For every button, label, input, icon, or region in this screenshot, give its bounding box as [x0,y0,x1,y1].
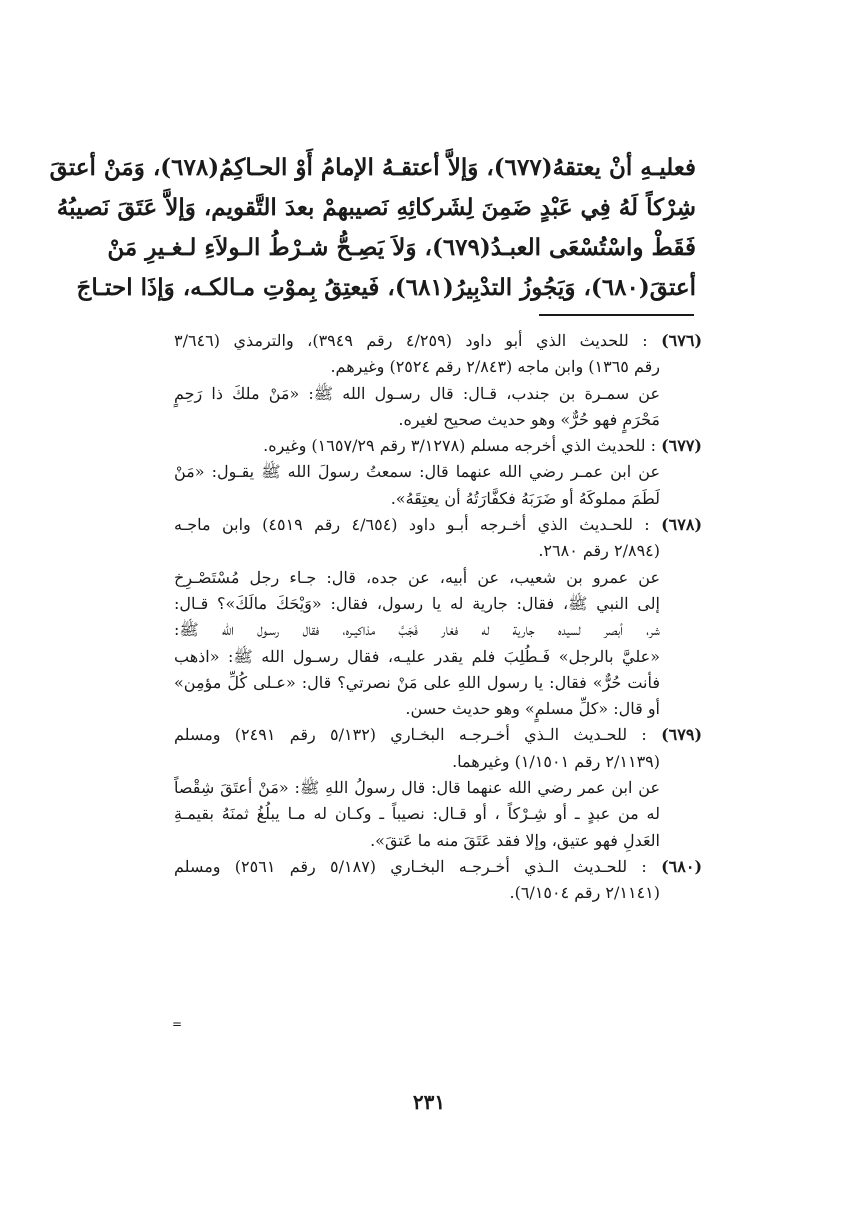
footnotes [174,328,702,907]
main-text-line: شِرْكاً لَهُ فِي عَبْدٍ ضَمِنَ لِشَركائِهِ نَصيبهمْ بعدَ التَّقويم، وَإلاَّ عَتَقَ نَصيبُهُ [56,194,696,221]
main-text-line: فعليـهِ أنْ يعتقهُ(٦٧٧)، وَإلاَّ أعتقـهُ الإمامُ أَوْ الحـاكِمُ(٦٧٨)، وَمَنْ أعتقَ [49,154,696,181]
footnote-line: (٢/١١٣٩ رقم ١/١٥٠١) وغيرهما. [452,751,660,771]
footnote-677 [174,433,702,512]
footnote-line: إلى النبي ﷺ، فقال: جارية له يا رسول، فقال: «وَيْحَكَ مالَكَ»؟ قـال: [174,593,660,613]
footnote-number: (٦٧٧) [661,436,702,456]
footnote-number: (٦٧٦) [661,331,703,350]
footnote-number: (٦٧٨) [661,515,703,535]
footnote-678 [174,512,702,722]
footnote-line: عن عمرو بن شعيب، عن أبيه، عن جده، قال: جـاء رجل مُسْتَصْـرِخ [174,567,660,587]
footnote-line: (٢/١١٤١ رقم ٦/١٥٠٤). [509,883,660,903]
footnote-line: عن سمـرة بن جندب، قـال: قال رسـول الله ﷺ: «مَنْ ملكَ ذا رَحِمٍ [174,383,660,403]
footnote-text: : للحـديث الـذي أخـرجـه البخـاري (٥/١٨٧ رقم ٢٥٦١) ومسلم [174,856,647,876]
footnote-680 [174,854,702,907]
footnote-line: مَحْرَمٍ فهو حُرٌّ» وهو حديث صحيح لغيره. [398,409,660,429]
footnote-line: عن ابن عمـر رضي الله عنهما قال: سمعتُ رسولَ الله ﷺ يقـول: «مَنْ [174,462,660,482]
footnote-line: شر، أبصر لسيده جارية له فغار فَجَبَّ مذاكيـره، فقال رسـول الله ﷺ: [174,620,660,640]
footnote-line: «عليَّ بالرجل» فَـطُلِبَ فلم يقدر عليـه، فقال رسـول الله ﷺ: «اذهب [174,646,660,666]
footnote-text: : للحديث الذي أخرجه مسلم (٣/١٢٧٨ رقم ١٦٥٧/٢٩) وغيره. [263,436,656,456]
footnote-line [174,722,702,748]
main-text-line: فَقَطْ واسْتُسْعَى العبـدُ(٦٧٩)، وَلاَ يَصِـحُّ شـرْطُ الـولاَءِ لـغـيرِ مَنْ [107,234,696,261]
footnote-line: العَدلِ فهو عتيق، وإلا فقد عَتَقَ منه ما عَتقَ». [370,830,660,850]
footnote-line: أو قال: «كلِّ مسلمٍ» وهو حديث حسن. [405,699,660,719]
footnote-text: : للحـديث الـذي أخـرجـه البخـاري (٥/١٣٢ رقم ٢٤٩١) ومسلم [174,725,647,745]
footnote-line: عن ابن عمر رضي الله عنهما قال: قال رسولُ اللهِ ﷺ: «مَنْ أعتَقَ شِقْصاً [174,778,660,798]
page-number: ٢٣١ [412,1090,446,1114]
footnote-number: (٦٧٩) [661,725,703,745]
footnote-line [174,433,702,459]
footnote-line [174,328,702,354]
footnote-text: : للحـديث الذي أخـرجه أبـو داود (٤/٦٥٤ رقم ٤٥١٩) وابن ماجـه [174,515,650,535]
footnote-separator [539,314,694,316]
footnote-number: (٦٨٠) [661,856,703,876]
footnote-text: : للحديث الذي أبو داود (٤/٢٥٩ رقم ٣٩٤٩)، والترمذي (٣/٦٤٦ [174,331,648,350]
footnote-line [174,854,702,880]
footnote-line: لَطَمَ مملوكَهُ أو ضَرَبَهُ فكفَّارَتُهُ أن يعتِقَهُ». [390,488,660,508]
footnote-line [174,512,702,538]
main-text [49,148,696,308]
footnote-line: له من عبدٍ ـ أو شِـرْكاً ، أو قـال: نصيباً ـ وكـان له مـا يبلُغُ ثمنَهُ بقيمـةِ [174,804,660,824]
margin-mark: = [172,1017,183,1031]
main-text-line: أعتقَ(٦٨٠)، وَيَجُوزُ التدْبِيرُ(٦٨١)، فَيعتِقُ بِموْتِ مـالكـه، وَإذَا احتـاجَ [76,274,696,301]
footnote-676 [174,328,702,433]
footnote-line: رقم ١٣٦٥) وابن ماجه (٢/٨٤٣ رقم ٢٥٢٤) وغيرهم. [330,357,660,377]
footnote-line: (٢/٨٩٤ رقم ٢٦٨٠. [538,541,660,561]
footnote-line: فأنت حُرٌّ» فقال: يا رسول اللهِ على مَنْ نصرتي؟ قال: «عـلى كُلِّ مؤمِن» [174,672,660,692]
footnote-679 [174,722,702,853]
